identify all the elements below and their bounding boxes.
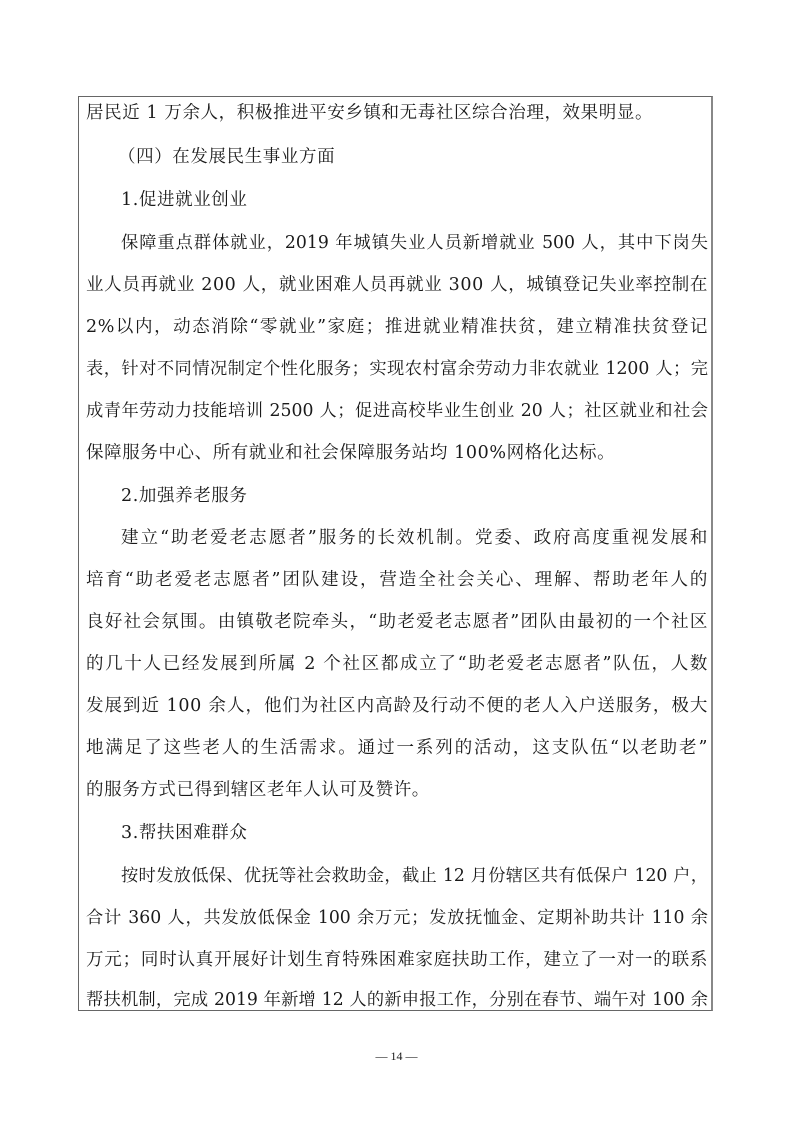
text-line: 培育“助老爱老志愿者”团队建设，营造全社会关心、理解、帮助老年人的 <box>86 570 708 590</box>
text-line: 保障服务中心、所有就业和社会保障服务站均 100%网格化达标。 <box>86 443 616 463</box>
text-line: 的服务方式已得到辖区老年人认可及赞许。 <box>86 780 430 800</box>
subsection-heading: 2.加强养老服务 <box>121 486 248 506</box>
page-number: — 14 — <box>375 1049 418 1063</box>
text-line: 的几十人已经发展到所属 2 个社区都成立了“助老爱老志愿者”队伍，人数 <box>86 654 708 674</box>
text-line: 发展到近 100 余人，他们为社区内高龄及行动不便的老人入户送服务，极大 <box>86 696 708 716</box>
text-line: 成青年劳动力技能培训 2500 人；促进高校毕业生创业 20 人；社区就业和社会 <box>86 401 708 421</box>
text-line: 建立“助老爱老志愿者”服务的长效机制。党委、政府高度重视发展和 <box>121 528 708 548</box>
subsection-heading: 1.促进就业创业 <box>121 190 248 210</box>
text-line: 2%以内，动态消除“零就业”家庭；推进就业精准扶贫，建立精准扶贫登记 <box>86 317 708 337</box>
text-line: 良好社会氛围。由镇敬老院牵头，“助老爱老志愿者”团队由最初的一个社区 <box>86 612 708 632</box>
text-line: 业人员再就业 200 人，就业困难人员再就业 300 人，城镇登记失业率控制在 <box>86 275 708 295</box>
text-line: 表，针对不同情况制定个性化服务；实现农村富余劳动力非农就业 1200 人；完 <box>86 359 708 379</box>
subsection-heading: 3.帮扶困难群众 <box>121 823 248 843</box>
text-line: 万元；同时认真开展好计划生育特殊困难家庭扶助工作，建立了一对一的联系 <box>86 950 708 970</box>
text-line: 按时发放低保、优抚等社会救助金，截止 12 月份辖区共有低保户 120 户， <box>121 866 708 886</box>
text-line: 合计 360 人，共发放低保金 100 余万元；发放抚恤金、定期补助共计 110 余 <box>86 908 708 928</box>
text-line: 地满足了这些老人的生活需求。通过一系列的活动，这支队伍“以老助老” <box>86 738 708 758</box>
section-heading: （四）在发展民生事业方面 <box>118 147 336 167</box>
text-line: 居民近 1 万余人，积极推进平安乡镇和无毒社区综合治理，效果明显。 <box>86 103 654 123</box>
text-line: 帮扶机制，完成 2019 年新增 12 人的新申报工作，分别在春节、端午对 100 余 <box>86 990 708 1010</box>
text-line: 保障重点群体就业，2019 年城镇失业人员新增就业 500 人，其中下岗失 <box>121 233 708 253</box>
